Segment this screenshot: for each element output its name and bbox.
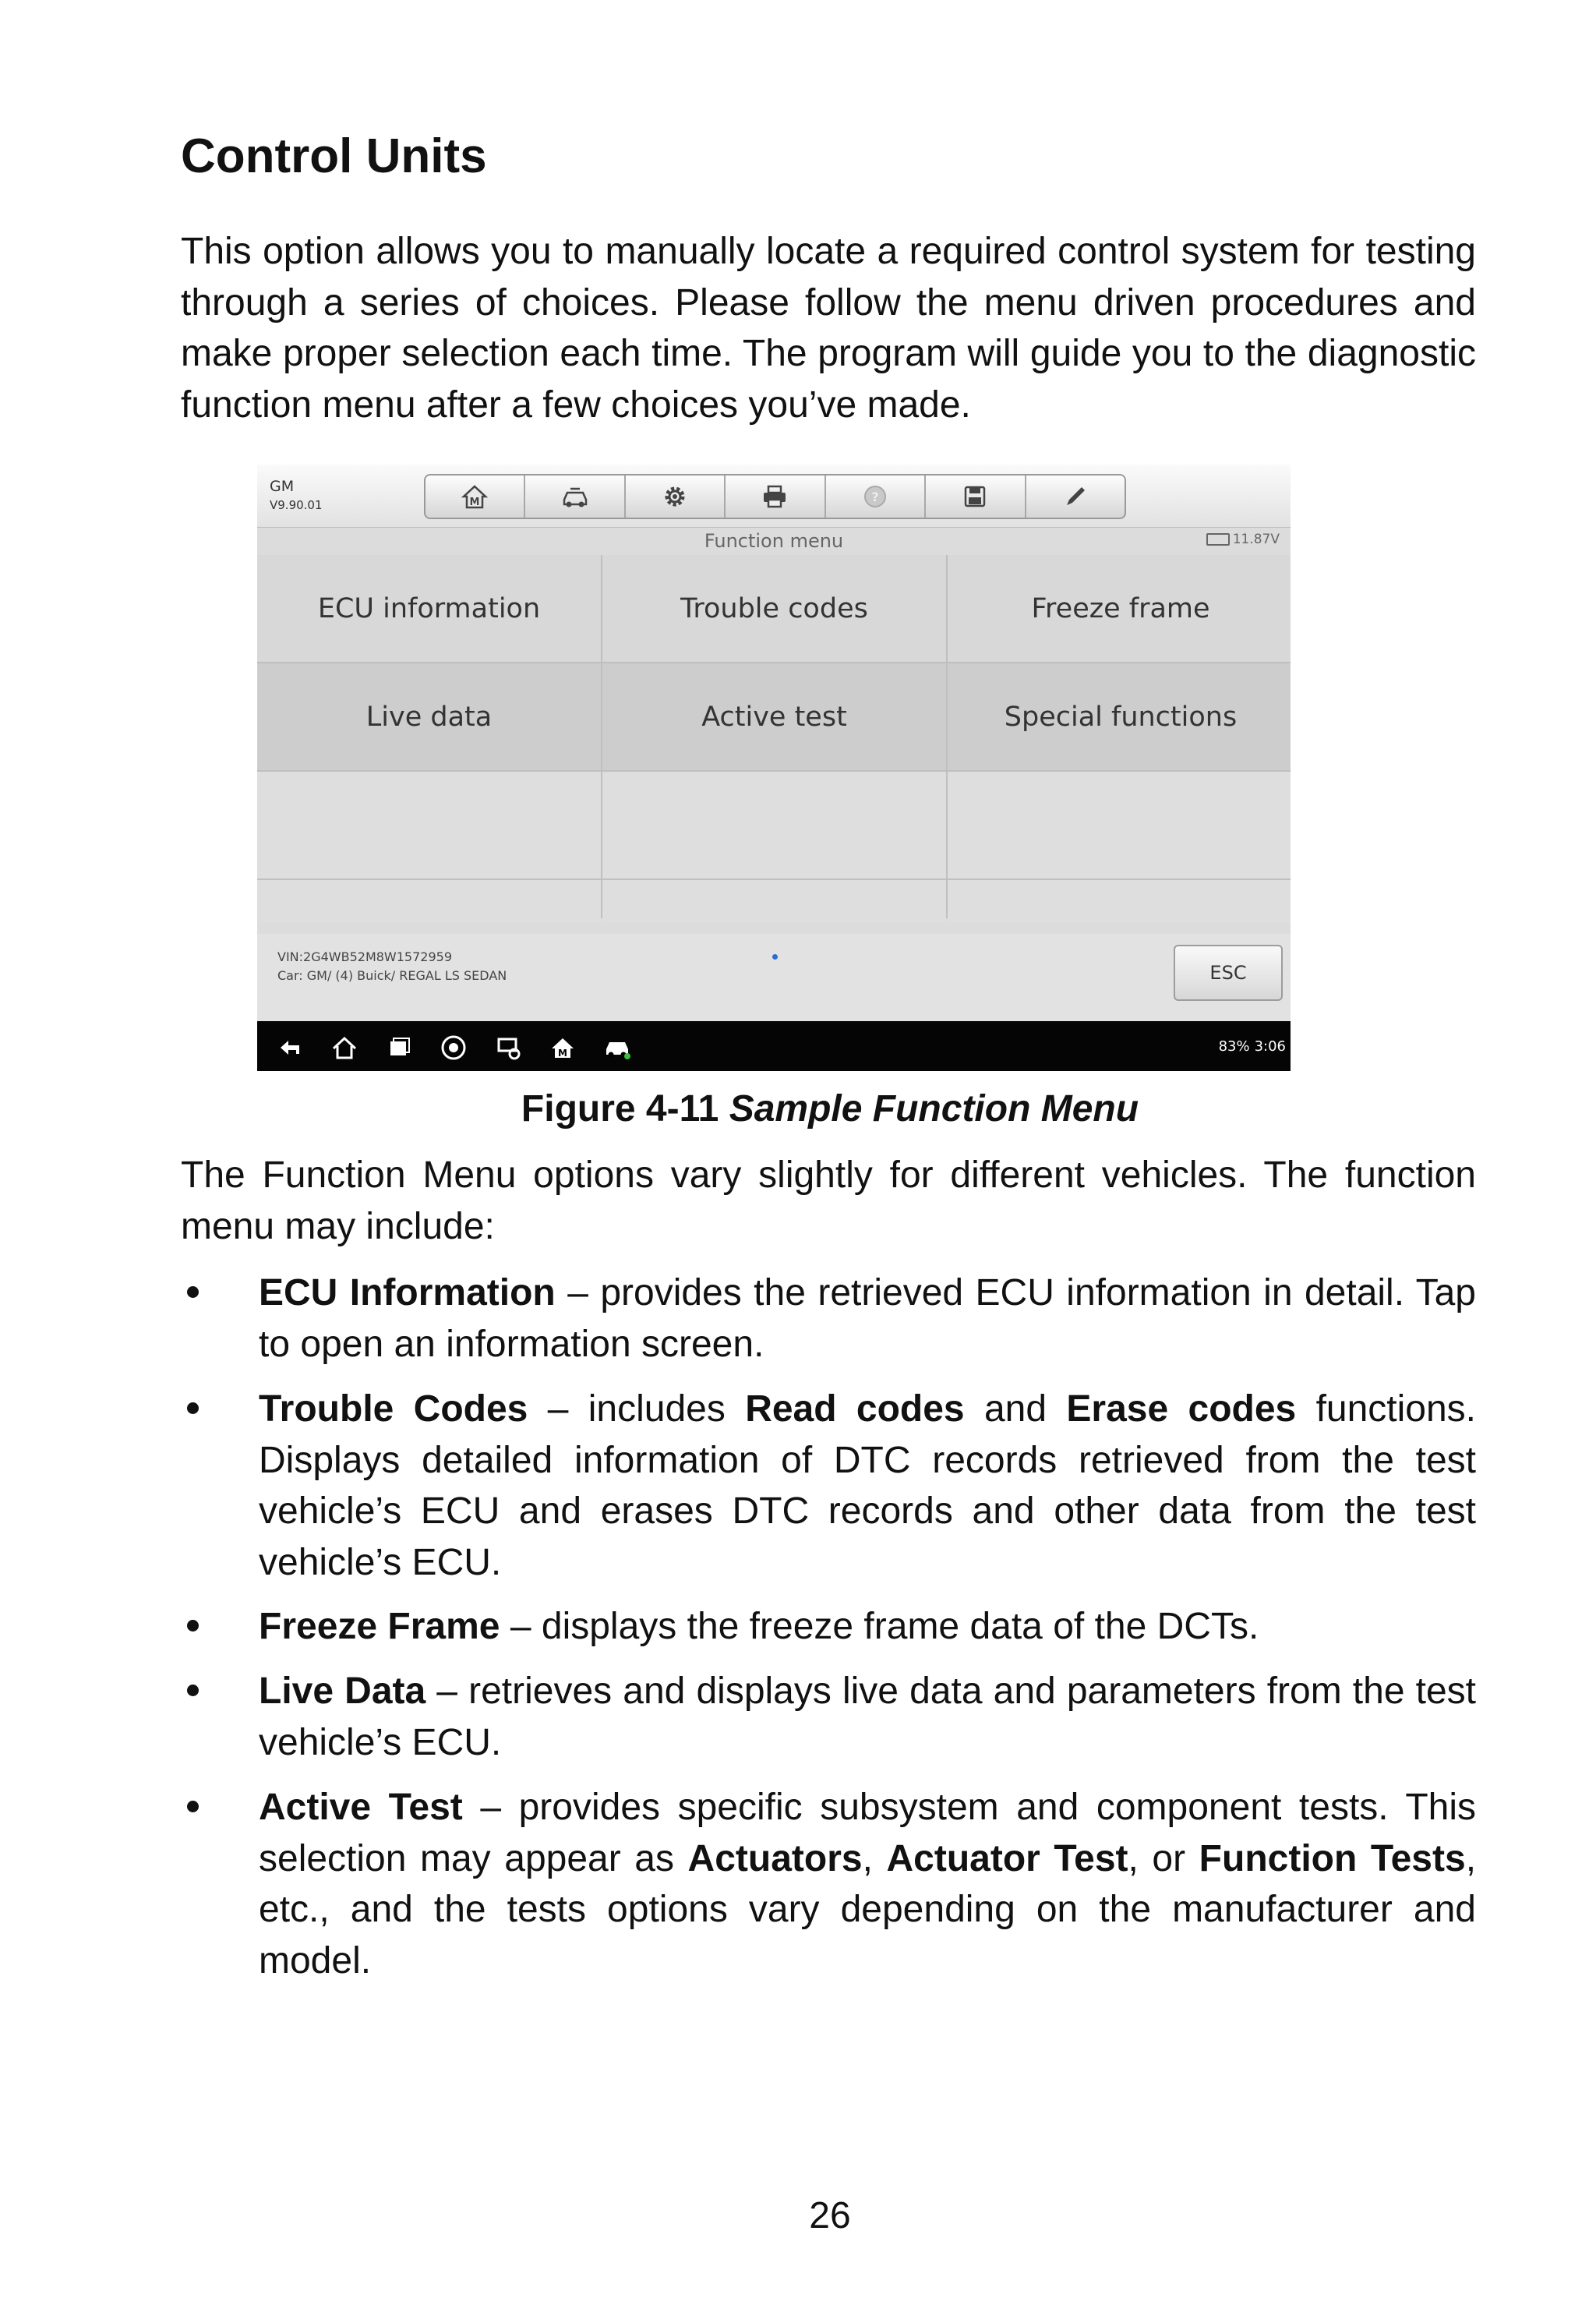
section-heading: Control Units (181, 129, 487, 183)
list-term: Actuator Test (886, 1837, 1128, 1879)
function-menu-intro: The Function Menu options vary slightly for different vehicles. The function menu may include: (181, 1154, 1476, 1247)
pen-icon (1060, 481, 1091, 512)
vehicle-menu-button[interactable] (602, 1032, 633, 1063)
figure-number: Figure 4-11 (521, 1088, 719, 1130)
figure-title: Sample Function Menu (729, 1088, 1139, 1130)
list-term: Actuators (687, 1837, 863, 1879)
list-term: Live Data (259, 1670, 426, 1712)
back-icon (274, 1032, 305, 1063)
save-button[interactable] (926, 476, 1026, 518)
empty-cell (257, 880, 601, 923)
browser-button[interactable] (438, 1032, 469, 1063)
page-number: 26 (809, 2195, 851, 2236)
bullet-dot (187, 1620, 199, 1632)
freeze-frame-button[interactable]: Freeze frame (948, 555, 1291, 662)
battery-percent: 83% (1218, 1038, 1250, 1055)
svg-text:M: M (558, 1048, 567, 1059)
list-item (181, 1782, 1476, 1986)
home-icon (329, 1032, 360, 1063)
list-text: functions. Displays detailed information of DTC records retrieved from the test vehicle’s ECU and erases DTC records and other data from the test vehicle’s ECU. (259, 1388, 1477, 1583)
esc-button[interactable]: ESC (1174, 945, 1283, 1001)
vehicle-info (277, 948, 507, 985)
bullet-dot (187, 1402, 199, 1414)
function-menu-title: Function menu (704, 530, 844, 552)
trouble-codes-button[interactable]: Trouble codes (602, 555, 946, 662)
list-term: ECU Information (259, 1272, 556, 1313)
list-term: Function Tests (1199, 1837, 1466, 1879)
chrome-icon (438, 1032, 469, 1063)
car-text: Car: GM/ (4) Buick/ REGAL LS SEDAN (277, 968, 507, 983)
gear-icon (659, 481, 690, 512)
vehicle-button[interactable] (525, 476, 625, 518)
help-button[interactable] (826, 476, 926, 518)
diagnostics-button[interactable] (493, 1032, 524, 1063)
home-m-icon (459, 481, 490, 512)
empty-cell (602, 772, 946, 879)
function-menu-screenshot (257, 465, 1291, 1071)
list-text: – displays the freeze frame data of the DCTs. (500, 1606, 1259, 1647)
battery-voltage: 11.87V (1232, 532, 1280, 547)
vehicle-icon (560, 481, 591, 512)
battery-icon (1206, 533, 1230, 546)
software-version: V9.90.01 (270, 498, 323, 512)
recent-apps-button[interactable] (383, 1032, 415, 1063)
save-icon (959, 481, 990, 512)
maxisys-home-button[interactable] (547, 1032, 578, 1063)
intro-paragraph: This option allows you to manually locate a required control system for testing through a series of choices. Please follow the menu driven procedures and make proper selection each time. The program will guide you to the diagnostic function menu after a few choices you’ve made. (181, 231, 1476, 426)
edit-button[interactable] (1026, 476, 1125, 518)
svg-text:?: ? (871, 490, 879, 504)
empty-cell (257, 772, 601, 879)
home-m-button[interactable] (425, 476, 525, 518)
list-term: Trouble Codes (259, 1388, 528, 1430)
page-indicator-dot (772, 954, 778, 960)
system-status (1219, 1038, 1286, 1055)
car-icon (602, 1032, 633, 1063)
list-term: Read codes (745, 1388, 965, 1430)
active-test-button[interactable]: Active test (602, 663, 946, 770)
settings-button[interactable] (626, 476, 726, 518)
recent-apps-icon (383, 1032, 415, 1063)
list-item (181, 1601, 1476, 1653)
live-data-button[interactable]: Live data (257, 663, 601, 770)
list-text: – retrieves and displays live data and parameters from the test vehicle’s ECU. (259, 1670, 1477, 1763)
list-term: Freeze Frame (259, 1606, 500, 1647)
list-text: – provides the retrieved ECU information in detail. Tap to open an information screen. (259, 1272, 1477, 1365)
bullet-dot (187, 1685, 199, 1696)
svg-text:M: M (469, 497, 480, 508)
list-text: – includes (528, 1388, 746, 1430)
list-text: , etc., and the tests options vary depending on the manufacturer and model. (259, 1837, 1477, 1982)
vehicle-brand (270, 477, 323, 514)
special-functions-button[interactable]: Special functions (948, 663, 1291, 770)
home-m-icon (547, 1032, 578, 1063)
ecu-information-button[interactable]: ECU information (257, 555, 601, 662)
list-text: , or (1128, 1837, 1199, 1879)
empty-cell (602, 880, 946, 923)
help-icon (860, 481, 891, 512)
list-term: Erase codes (1066, 1388, 1297, 1430)
empty-cell (948, 772, 1291, 879)
printer-icon (759, 481, 790, 512)
back-button[interactable] (274, 1032, 305, 1063)
vehicle-battery (1206, 532, 1280, 547)
bullet-dot (187, 1801, 199, 1812)
list-term: Active Test (259, 1787, 463, 1828)
figure-caption (0, 1087, 1596, 1130)
list-item (181, 1267, 1476, 1370)
clock: 3:06 (1254, 1038, 1286, 1055)
print-button[interactable] (726, 476, 825, 518)
android-navigation-bar (257, 1021, 1291, 1071)
list-text: , (862, 1837, 887, 1879)
diagnostic-tool-icon (493, 1032, 524, 1063)
brand-label: GM (270, 478, 295, 495)
function-grid (257, 555, 1291, 918)
list-item (181, 1384, 1476, 1588)
list-text: – provides specific subsystem and component tests. This selection may appear as (259, 1787, 1476, 1879)
bullet-dot (187, 1286, 199, 1298)
vin-text: VIN:2G4WB52M8W1572959 (277, 949, 452, 964)
list-item (181, 1666, 1476, 1768)
home-button[interactable] (329, 1032, 360, 1063)
toolbar (424, 474, 1126, 519)
vehicle-info-bar (257, 934, 1291, 1021)
empty-cell (948, 880, 1291, 923)
list-text: and (964, 1388, 1067, 1430)
top-bar (257, 465, 1291, 552)
